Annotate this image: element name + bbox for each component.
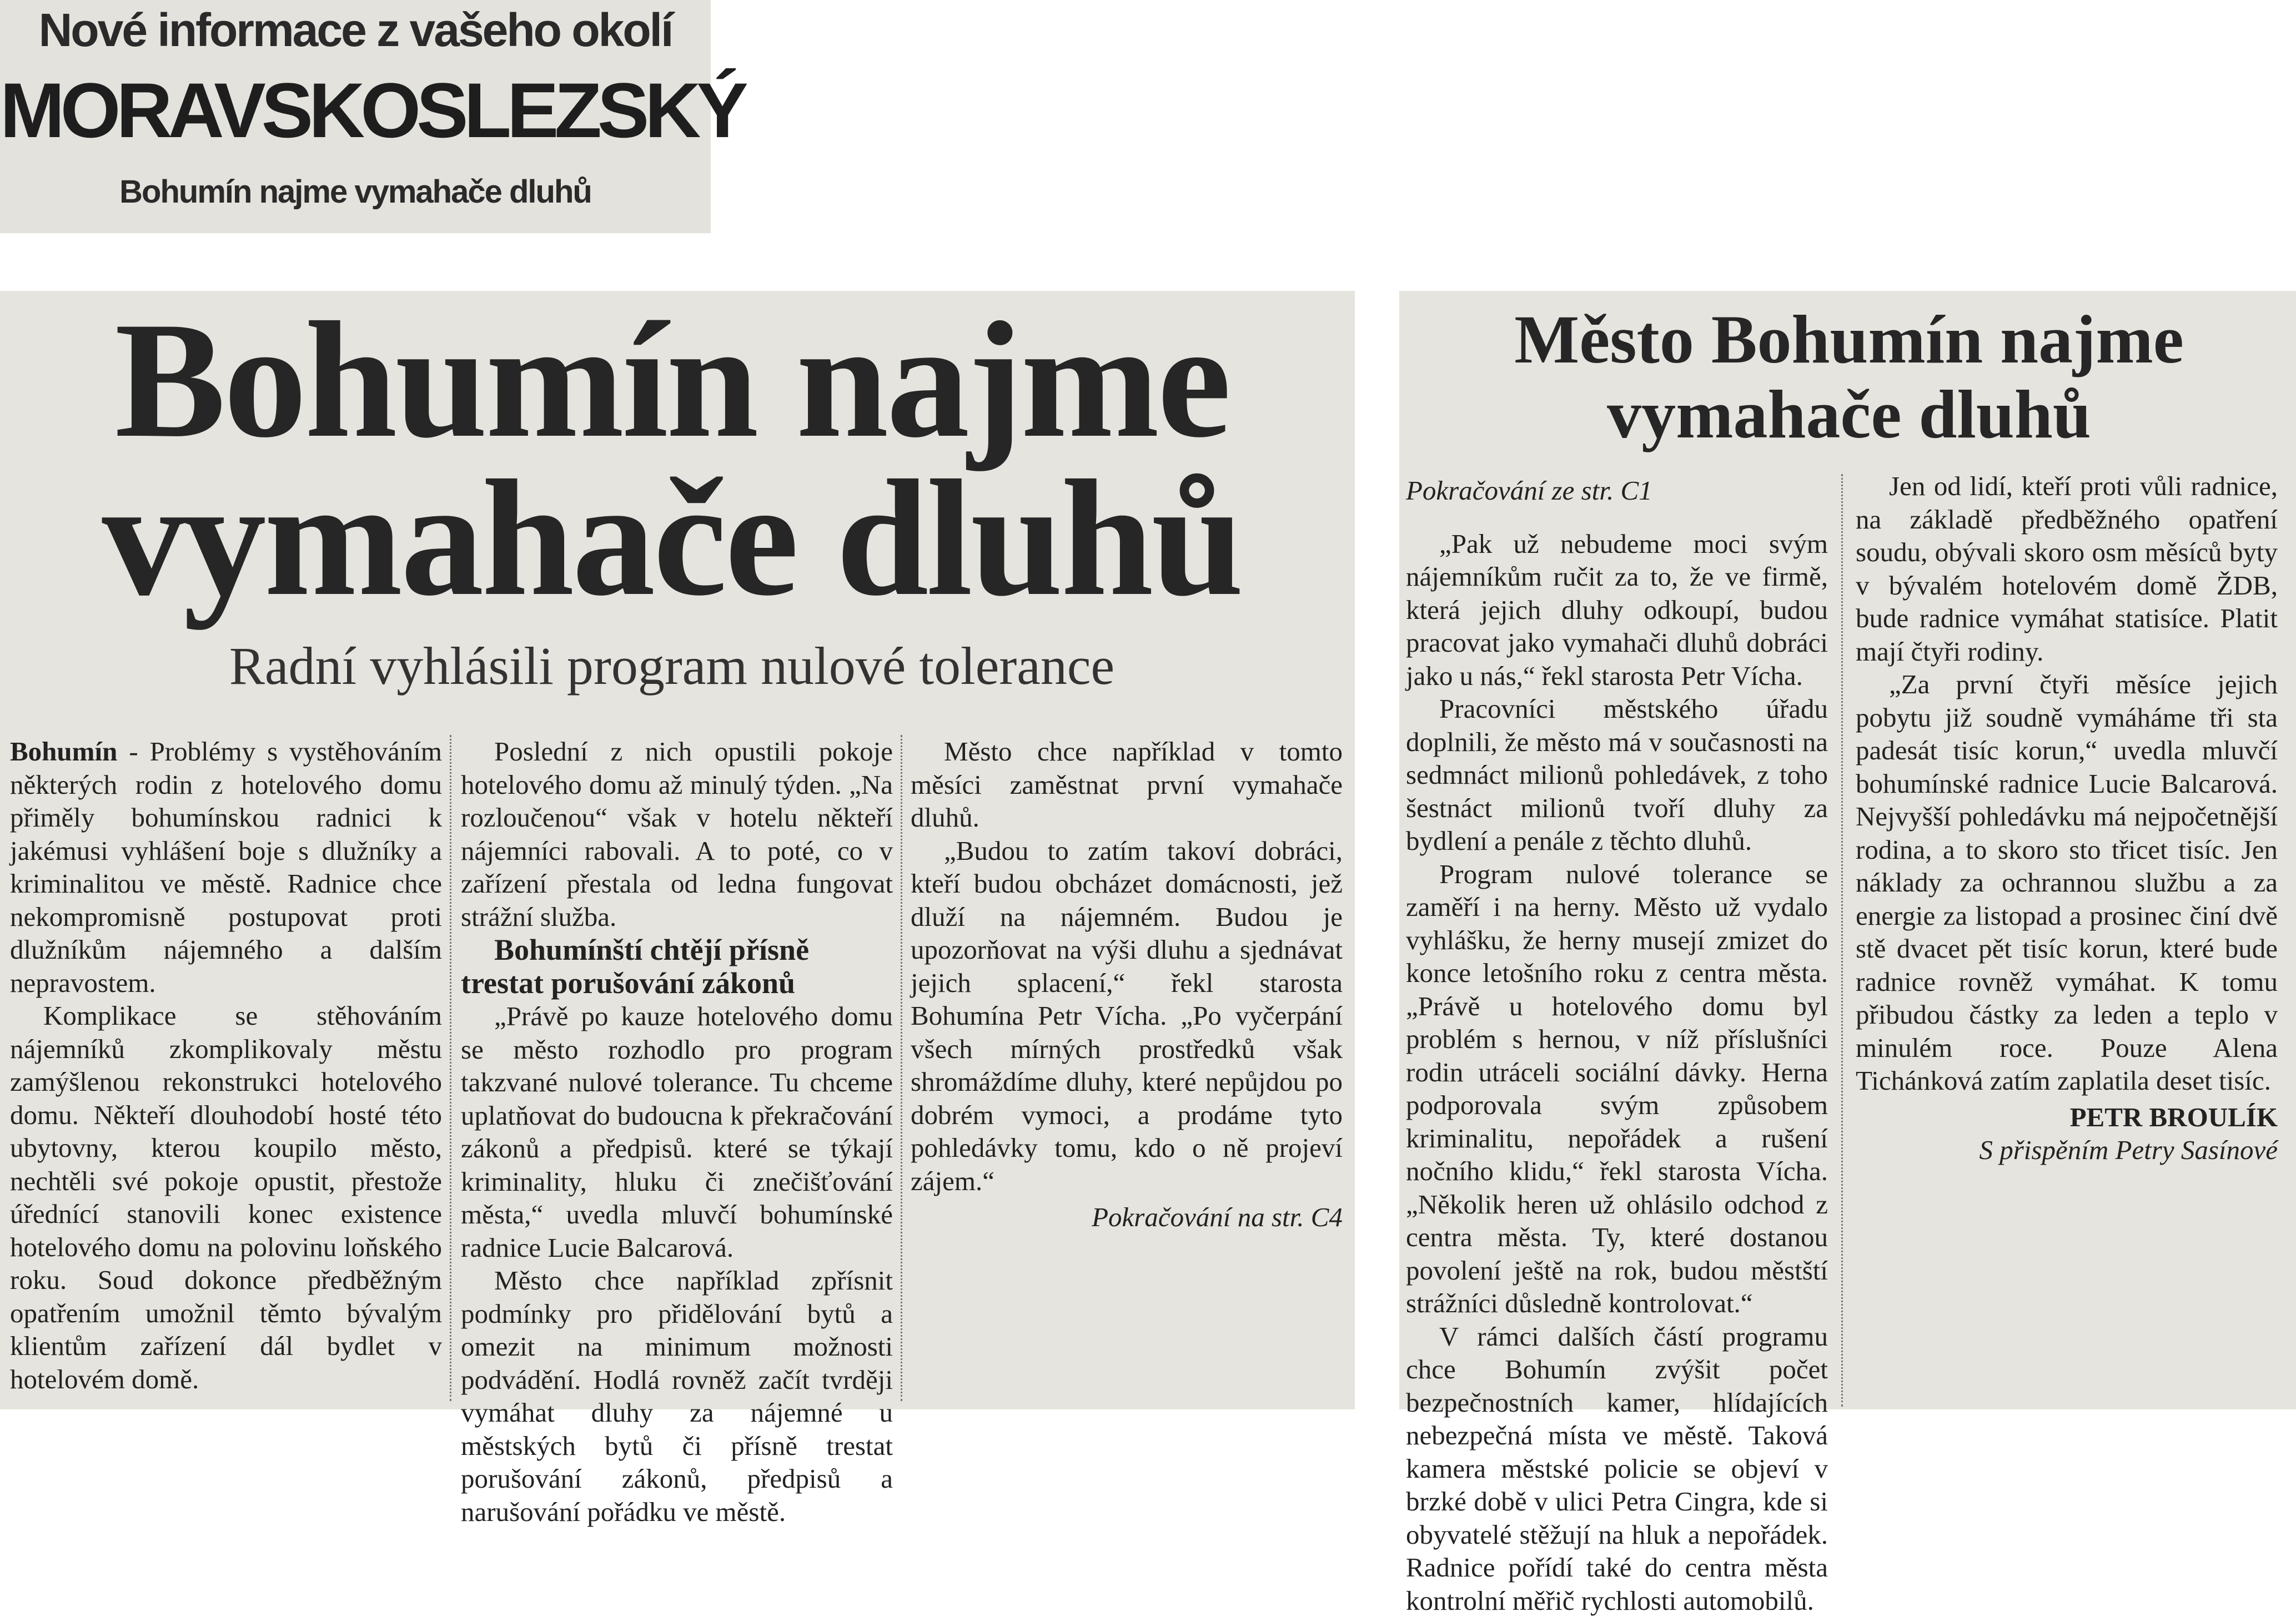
credit: S přispěním Petry Sasínové: [1856, 1134, 2278, 1167]
main-paragraph-4: „Právě po kauze hotelového domu se město rozhodlo pro program takzvané nulové tolerance. Tu chceme uplatňovat do budoucna k překračování zákonů a předpisů. které se týkají kriminality, hluku či znečišťování města,“ uvedla mluvčí bohumínské radnice Lucie Balcarová.: [461, 1000, 893, 1264]
continuation-headline-line-1: Město Bohumín najme: [1410, 302, 2288, 377]
continuation-paragraph-3: Program nulové tolerance se zaměří i na herny. Město už vydalo vyhlášku, že herny musejí zmizet do konce letošního roku z centra města. „Právě u hotelového domu byl problém s hernou, v níž příslušníci rodin utráceli sociální dávky. Herna podporovala svým způsobem kriminalitu, nepořádek a rušení nočního klidu,“ řekl starosta Vícha. „Několik heren už ohlásilo odchod z centra města. Ty, které dostanou povolení ještě na rok, budou městští strážníci důsledně kontrolovat.“: [1406, 858, 1828, 1320]
column-divider: [901, 735, 902, 1401]
main-column-3: [911, 735, 1343, 1401]
masthead-clipping: [0, 0, 711, 233]
byline: PETR BROULÍK: [1856, 1101, 2278, 1134]
main-article-clipping: [0, 291, 1355, 1409]
main-headline-line-2: vymahače dluhů: [33, 459, 1310, 617]
main-column-2: [461, 735, 893, 1401]
main-paragraph-6: Město chce například v tomto měsíci zaměstnat první vymahače dluhů.: [911, 735, 1343, 834]
masthead-teaser: Bohumín najme vymahače dluhů: [0, 173, 711, 210]
main-subhead: Bohumínští chtějí přísně trestat porušování zákonů: [461, 933, 893, 1000]
main-paragraph-1-text: - Problémy s vystěhováním některých rodin z hotelového domu přiměly bohumínskou radnici k jakémusi vyhlášení boje s dlužníky a kriminalitou ve městě. Radnice chce nekompromisně postupovat proti dlužníkům nájemného a dalším nepravostem.: [10, 736, 442, 998]
main-subheadline: Radní vyhlásili program nulové tolerance: [33, 635, 1310, 697]
continuation-clipping: [1399, 291, 2296, 1409]
main-headline-line-1: Bohumín najme: [33, 301, 1310, 459]
main-paragraph-5: Město chce například zpřísnit podmínky pro přidělování bytů a omezit na minimum možnosti podvádění. Hodlá rovněž začít tvrději vymáhat dluhy za nájemné u městských bytů či přísně trestat porušování zákonů, předpisů a narušování pořádku ve městě.: [461, 1264, 893, 1528]
continued-on-note: Pokračování na str. C4: [911, 1201, 1343, 1234]
masthead-region: MORAVSKOSLEZSKÝ: [0, 66, 711, 155]
continuation-column-1: [1406, 474, 1828, 1407]
main-paragraph-7: „Budou to zatím takoví dobráci, kteří budou obcházet domácnosti, jež dluží na nájemném. Budou je upozorňovat na výši dluhu a sjednávat jejich splacení,“ řekl starosta Bohumína Petr Vícha. „Po vyčerpání všech mírných prostředků však shromáždíme dluhy, které nepůjdou po dobrém vymoci, a prodáme tyto pohledávky tomu, kdo o ně projeví zájem.“: [911, 834, 1343, 1198]
dateline: Bohumín: [10, 736, 117, 767]
continuation-paragraph-6: „Za první čtyři měsíce jejich pobytu již soudně vymáháme tři sta padesát tisíc korun,“ uvedla mluvčí bohumínské radnice Lucie Balcarová. Nejvyšší pohledávku má nejpočetnější rodina, a to skoro sto třicet tisíc. Jen náklady za ochrannou službu a za energie za listopad a prosinec činí dvě stě dvacet pět tisíc korun, které bude radnice rovněž vymáhat. K tomu přibudou částky za leden a teplo v minulém roce. Pouze Alena Tichánková zatím zaplatila deset tisíc.: [1856, 668, 2278, 1097]
column-divider: [450, 735, 451, 1401]
column-divider: [1841, 474, 1843, 1407]
continued-from-note: Pokračování ze str. C1: [1406, 474, 1828, 507]
continuation-paragraph-2: Pracovníci městského úřadu doplnili, že město má v současnosti na sedmnáct milionů pohledávek, z toho šestnáct milionů tvoří dluhy za bydlení a penále z těchto dluhů.: [1406, 692, 1828, 858]
main-paragraph-2: Komplikace se stěhováním nájemníků zkomplikovaly městu zamýšlenou rekonstrukci hotelového domu. Někteří dlouhodobí hosté této ubytovny, kterou koupilo město, nechtěli své pokoje opustit, přestože úřednící stanovili konec existence hotelového domu na polovinu loňského roku. Soud dokonce předběžným opatřením umožnil těmto bývalým klientům zařízení dál bydlet v hotelovém domě.: [10, 999, 442, 1396]
masthead-tagline: Nové informace z vašeho okolí: [0, 3, 711, 57]
continuation-paragraph-4: V rámci dalších částí programu chce Bohumín zvýšit počet bezpečnostních kamer, hlídajících nebezpečná místa ve městě. Taková kamera městské policie se objeví v brzké době v ulici Petra Cingra, kde si obyvatelé stěžují na hluk a nepořádek. Radnice pořídí také do centra města kontrolní měřič rychlosti automobilů.: [1406, 1320, 1828, 1617]
continuation-headline: [1410, 302, 2288, 452]
main-paragraph-1: [10, 735, 442, 999]
main-paragraph-3: Poslední z nich opustili pokoje hotelového domu až minulý týden. „Na rozloučenou“ však v hotelu někteří nájemníci rabovali. A to poté, co v zařízení přestala od ledna fungovat strážní služba.: [461, 735, 893, 933]
main-column-1: [10, 735, 442, 1401]
continuation-paragraph-1: „Pak už nebudeme moci svým nájemníkům ručit za to, že ve firmě, která jejich dluhy odkoupí, budou pracovat jako vymahači dluhů dobráci jako u nás,“ řekl starosta Petr Vícha.: [1406, 527, 1828, 693]
continuation-paragraph-5: Jen od lidí, kteří proti vůli radnice, na základě předběžného opatření soudu, obývali skoro osm měsíců byty v bývalém hotelovém domě ŽDB, bude radnice vymáhat statisíce. Platit mají čtyři rodiny.: [1856, 470, 2278, 668]
continuation-column-2: [1856, 470, 2278, 1402]
main-headline: [33, 301, 1310, 617]
continuation-headline-line-2: vymahače dluhů: [1410, 377, 2288, 452]
